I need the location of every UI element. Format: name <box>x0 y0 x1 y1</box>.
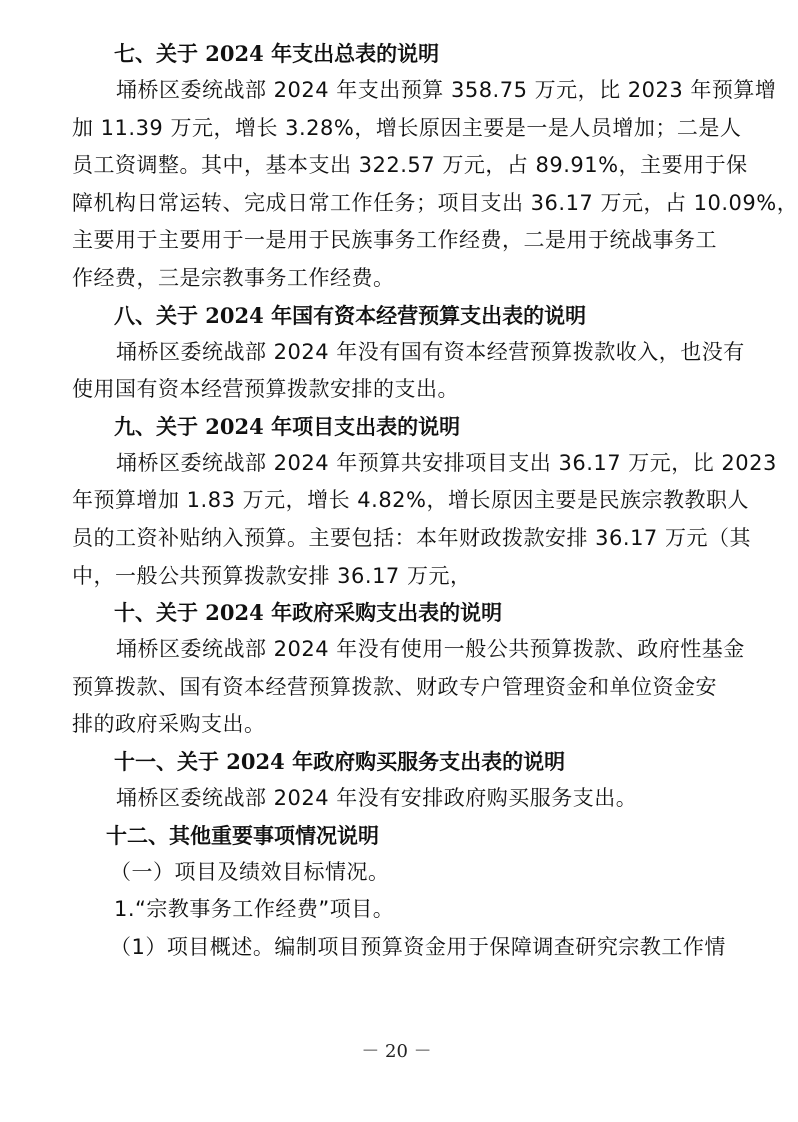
section-11-body <box>72 780 724 818</box>
section-7-body <box>72 72 798 298</box>
section-9-heading: 九、关于 2024 年项目支出表的说明 <box>114 413 461 439</box>
text-line: 使用国有资本经营预算拨款安排的支出。 <box>72 377 459 402</box>
section-12-body <box>72 854 724 967</box>
text-line: 1.“宗教事务工作经费”项目。 <box>114 897 395 922</box>
text-line: 埇桥区委统战部 2024 年没有国有资本经营预算拨款收入，也没有 <box>116 339 745 364</box>
text-line: 作经费，三是宗教事务工作经费。 <box>72 265 395 290</box>
section-12-heading: 十二、其他重要事项情况说明 <box>106 822 379 848</box>
text-line: 埇桥区委统战部 2024 年没有使用一般公共预算拨款、政府性基金 <box>116 637 745 662</box>
text-line: 员工资调整。其中，基本支出 322.57 万元，占 89.91%，主要用于保 <box>72 153 748 178</box>
section-8-body <box>72 334 745 409</box>
section-10-heading: 十、关于 2024 年政府采购支出表的说明 <box>114 600 503 626</box>
text-line: 埇桥区委统战部 2024 年预算共安排项目支出 36.17 万元，比 2023 <box>116 450 777 475</box>
section-8-heading: 八、关于 2024 年国有资本经营预算支出表的说明 <box>114 302 587 328</box>
page-number: － 20 － <box>361 1041 432 1062</box>
text-line: 年预算增加 1.83 万元，增长 4.82%，增长原因主要是民族宗教教职人 <box>72 488 749 513</box>
text-line: 埇桥区委统战部 2024 年支出预算 358.75 万元，比 2023 年预算增 <box>116 78 777 102</box>
text-line: （1）项目概述。编制项目预算资金用于保障调查研究宗教工作情 <box>110 934 726 959</box>
text-line: 埇桥区委统战部 2024 年没有安排政府购买服务支出。 <box>116 785 638 810</box>
text-line: 障机构日常运转、完成日常工作任务；项目支出 36.17 万元，占 10.09%， <box>72 190 798 215</box>
document-page <box>72 36 798 966</box>
text-line: 中，一般公共预算拨款安排 36.17 万元， <box>72 563 472 588</box>
section-11-heading: 十一、关于 2024 年政府购买服务支出表的说明 <box>114 748 566 774</box>
text-line: 员的工资补贴纳入预算。主要包括：本年财政拨款安排 36.17 万元（其 <box>72 525 751 550</box>
section-10-body <box>72 631 745 744</box>
section-7-heading: 七、关于 2024 年支出总表的说明 <box>114 41 440 66</box>
section-9-body <box>72 445 777 595</box>
text-line: （一）项目及绩效目标情况。 <box>110 859 390 884</box>
text-line: 主要用于主要用于一是用于民族事务工作经费，二是用于统战事务工 <box>72 228 717 253</box>
text-line: 预算拨款、国有资本经营预算拨款、财政专户管理资金和单位资金安 <box>72 674 717 699</box>
text-line: 加 11.39 万元，增长 3.28%，增长原因主要是一是人员增加；二是人 <box>72 115 742 140</box>
text-line: 排的政府采购支出。 <box>72 712 266 737</box>
